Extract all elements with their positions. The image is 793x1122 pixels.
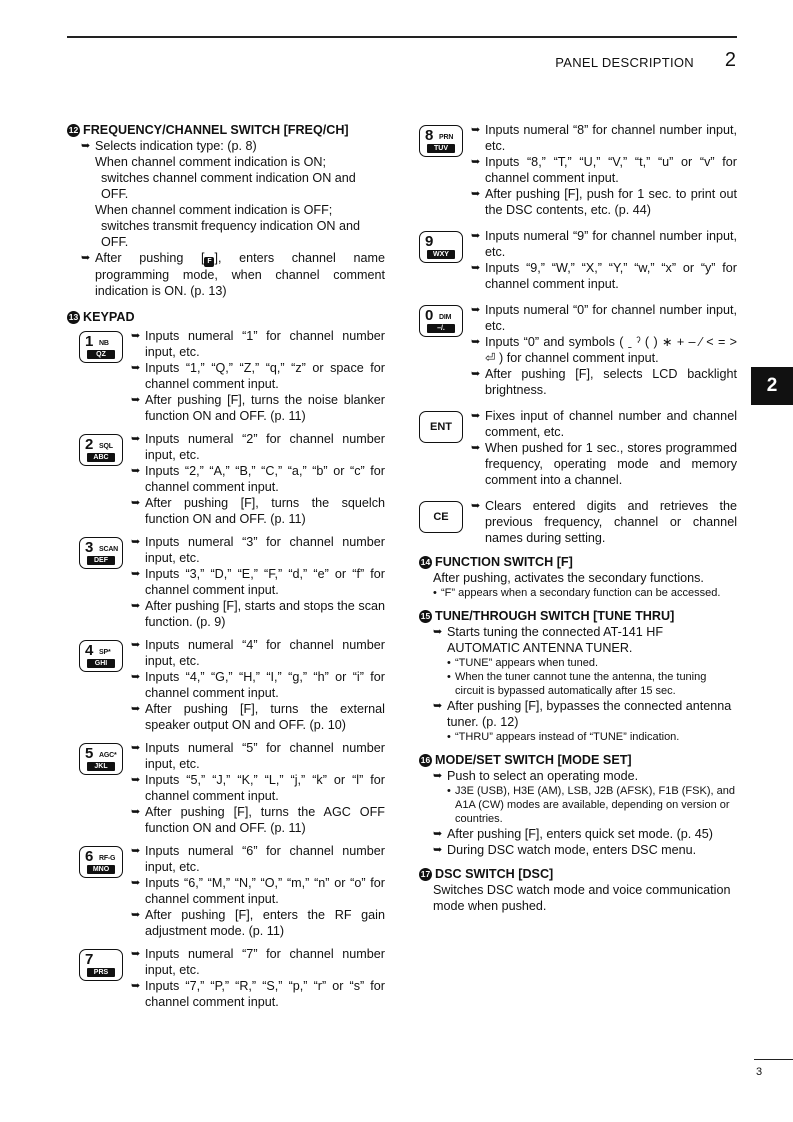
key-letters-label: WXY	[427, 250, 455, 259]
bullet-item: ➥ During DSC watch mode, enters DSC menu.	[433, 842, 737, 858]
section-heading	[419, 554, 737, 570]
section-heading	[419, 752, 737, 768]
bullet-item: ➥ Push to select an operating mode.	[433, 768, 737, 784]
key-description	[131, 843, 385, 939]
sub-text: When channel comment indication is OFF;	[95, 203, 333, 217]
key-description	[131, 740, 385, 836]
bullet-item: ➥ When pushed for 1 sec., stores programmed frequency, operating mode and memory comment into a channel.	[471, 440, 737, 488]
page-number: 3	[756, 1066, 763, 1078]
text-part: ], enters channel name programming mode, when channel comment indication is ON. (p. 13)	[95, 251, 385, 298]
key-ent-icon: ENT	[419, 411, 463, 443]
key-letters-label: JKL	[87, 762, 115, 771]
bullet-item: ➥ Fixes input of channel number and channel comment, etc.	[471, 408, 737, 440]
key-letters-label: MNO	[87, 865, 115, 874]
bullet-item: ➥ After pushing [F], turns the squelch function ON and OFF. (p. 11)	[131, 495, 385, 527]
key-description	[131, 534, 385, 630]
key-letters-label: GHI	[87, 659, 115, 668]
key-3-icon	[79, 537, 123, 569]
left-column	[67, 122, 385, 1010]
key-description	[131, 637, 385, 733]
note-item: • When the tuner cannot tune the antenna, the tuning circuit is bypassed automatically after 15 sec.	[447, 670, 737, 698]
bullet-item: ➥ Inputs “8,” “T,” “U,” “V,” “t,” “u” or “v” for channel comment input.	[471, 154, 737, 186]
key-letters-label: PRS	[87, 968, 115, 977]
key-row	[419, 498, 737, 546]
bullet-item: ➥ Inputs “5,” “J,” “K,” “L,” “j,” “k” or “l” for channel comment input.	[131, 772, 385, 804]
function-switch-section	[419, 554, 737, 600]
section-heading	[67, 309, 385, 325]
sub-text: switches channel comment indication ON and OFF.	[101, 171, 356, 201]
section-title: FUNCTION SWITCH [F]	[435, 555, 573, 569]
key-digit: 1	[85, 333, 94, 350]
section-number-badge: 17	[420, 869, 431, 879]
bullet-item: ➥ Inputs numeral “1” for channel number input, etc.	[131, 328, 385, 360]
key-digit: 3	[85, 539, 94, 556]
bullet-item: ➥ Inputs numeral “5” for channel number input, etc.	[131, 740, 385, 772]
bullet-item: ➥ Inputs numeral “9” for channel number input, etc.	[471, 228, 737, 260]
key-digit: 2	[85, 436, 94, 453]
bullet-item: ➥ After pushing [F], starts and stops the scan function. (p. 9)	[131, 598, 385, 630]
key-secondary-label: AGC*	[99, 752, 117, 759]
key-row	[79, 328, 385, 424]
bullet-item: ➥ Inputs numeral “6” for channel number input, etc.	[131, 843, 385, 875]
bullet-item	[81, 250, 385, 299]
section-title: KEYPAD	[83, 310, 135, 324]
section-title: DSC SWITCH [DSC]	[435, 867, 554, 881]
footer-rule	[754, 1059, 793, 1060]
f-key-icon: F	[204, 257, 214, 267]
key-row	[419, 408, 737, 488]
text-part: After pushing [	[95, 251, 205, 265]
section-title: TUNE/THROUGH SWITCH [TUNE THRU]	[435, 609, 675, 623]
bullet-item: ➥ After pushing [F], push for 1 sec. to print out the DSC contents, etc. (p. 44)	[471, 186, 737, 218]
section-number-badge: 12	[68, 125, 79, 135]
key-description	[131, 431, 385, 527]
key-description	[471, 122, 737, 218]
key-description	[131, 328, 385, 424]
sub-text: switches transmit frequency indication ON and OFF.	[101, 219, 360, 249]
key-letters-label: DEF	[87, 556, 115, 565]
key-7-icon	[79, 949, 123, 981]
key-5-icon	[79, 743, 123, 775]
section-desc: After pushing, activates the secondary functions.	[433, 571, 704, 585]
key-digit: 8	[425, 127, 434, 144]
key-letters-label: TUV	[427, 144, 455, 153]
right-column	[419, 122, 737, 914]
keypad-section	[67, 309, 385, 1010]
key-ce-icon: CE	[419, 501, 463, 533]
section-heading	[67, 122, 385, 138]
key-secondary-label: PRN	[439, 134, 454, 141]
section-heading	[419, 866, 737, 882]
key-secondary-label: SCAN	[99, 546, 119, 553]
bullet-item: ➥ Inputs “7,” “P,” “R,” “S,” “p,” “r” or “s” for channel comment input.	[131, 978, 385, 1010]
header-rule	[67, 36, 737, 38]
key-description	[471, 302, 737, 398]
bullet-item: ➥ Inputs numeral “8” for channel number input, etc.	[471, 122, 737, 154]
bullet-item: ➥ Inputs numeral “4” for channel number input, etc.	[131, 637, 385, 669]
section-number-badge: 15	[420, 611, 431, 621]
bullet-item: ➥ After pushing [F], selects LCD backlight brightness.	[471, 366, 737, 398]
note-item: • “TUNE” appears when tuned.	[447, 656, 737, 670]
chapter-side-tab: 2	[751, 367, 793, 405]
note-item: • J3E (USB), H3E (AM), LSB, J2B (AFSK), F1B (FSK), and A1A (CW) modes are available, depending on version or countries.	[447, 784, 737, 826]
bullet-item: ➥ Inputs “6,” “M,” “N,” “O,” “m,” “n” or “o” for channel comment input.	[131, 875, 385, 907]
bullet-item: ➥ After pushing [F], turns the external speaker output ON and OFF. (p. 10)	[131, 701, 385, 733]
bullet-item: ➥ Inputs numeral “2” for channel number input, etc.	[131, 431, 385, 463]
key-digit: 4	[85, 642, 94, 659]
key-row	[79, 946, 385, 1010]
key-secondary-label: NB	[99, 340, 109, 347]
key-digit: 7	[85, 951, 94, 968]
key-description	[471, 498, 737, 546]
bullet-item: ➥ After pushing [F], enters the RF gain adjustment mode. (p. 11)	[131, 907, 385, 939]
key-description	[131, 946, 385, 1010]
chapter-number: 2	[724, 49, 736, 71]
key-digit: 9	[425, 233, 434, 250]
mode-set-section	[419, 752, 737, 858]
freq-channel-section	[67, 122, 385, 299]
bullet-item: ➥ Inputs “0” and symbols ( ˍ ˀ ( ) ∗ + – ⁄ < = > ⏎ ) for channel comment input.	[471, 334, 737, 366]
key-secondary-label: SP*	[99, 649, 111, 656]
bullet-item: ➥ Inputs “3,” “D,” “E,” “F,” “d,” “e” or “f” for channel comment input.	[131, 566, 385, 598]
key-secondary-label: DIM	[439, 314, 452, 321]
bullet-item: ➥ Inputs “2,” “A,” “B,” “C,” “a,” “b” or “c” for channel comment input.	[131, 463, 385, 495]
key-row	[79, 431, 385, 527]
key-letters-label: –/.	[427, 324, 455, 333]
bullet-item: ➥ Selects indication type: (p. 8)	[81, 138, 385, 154]
bullet-item: ➥ After pushing [F], turns the AGC OFF function ON and OFF. (p. 11)	[131, 804, 385, 836]
key-digit: 6	[85, 848, 94, 865]
keypad-key-list	[67, 328, 385, 1010]
key-secondary-label: SQL	[99, 443, 113, 450]
section-number-badge: 14	[420, 557, 431, 567]
bullet-item: ➥ Inputs “4,” “G,” “H,” “I,” “g,” “h” or “i” for channel comment input.	[131, 669, 385, 701]
bullet-item: ➥ Starts tuning the connected AT-141 HF AUTOMATIC ANTENNA TUNER.	[433, 624, 737, 656]
page-header-title: PANEL DESCRIPTION	[555, 55, 694, 70]
key-digit: 0	[425, 307, 434, 324]
section-desc: Switches DSC watch mode and voice communication mode when pushed.	[433, 883, 731, 913]
bullet-item: ➥ Inputs numeral “3” for channel number input, etc.	[131, 534, 385, 566]
bullet-item: ➥ After pushing [F], enters quick set mode. (p. 45)	[433, 826, 737, 842]
key-letters-label: ABC	[87, 453, 115, 462]
key-secondary-label: RF-G	[99, 855, 116, 862]
key-row	[419, 302, 737, 398]
bullet-item: ➥ Inputs numeral “7” for channel number input, etc.	[131, 946, 385, 978]
bullet-item: ➥ After pushing [F], bypasses the connected antenna tuner. (p. 12)	[433, 698, 737, 730]
key-9-icon	[419, 231, 463, 263]
key-0-icon	[419, 305, 463, 337]
bullet-item: ➥ Inputs numeral “0” for channel number input, etc.	[471, 302, 737, 334]
key-row	[419, 228, 737, 292]
key-8-icon	[419, 125, 463, 157]
keypad-key-list-right	[419, 122, 737, 546]
key-1-icon	[79, 331, 123, 363]
section-title: FREQUENCY/CHANNEL SWITCH [FREQ/CH]	[83, 123, 349, 137]
section-number-badge: 13	[68, 312, 79, 322]
key-row	[79, 740, 385, 836]
bullet-item: ➥ Clears entered digits and retrieves the previous frequency, channel or channel names during setting.	[471, 498, 737, 546]
note-item: • “F” appears when a secondary function can be accessed.	[433, 586, 737, 600]
key-row	[79, 534, 385, 630]
section-number-badge: 16	[420, 755, 431, 765]
key-description	[471, 228, 737, 292]
key-4-icon	[79, 640, 123, 672]
sub-text: When channel comment indication is ON;	[95, 155, 326, 169]
tune-through-section	[419, 608, 737, 744]
key-row	[79, 843, 385, 939]
bullet-item: ➥ Inputs “1,” “Q,” “Z,” “q,” “z” or space for channel comment input.	[131, 360, 385, 392]
key-6-icon	[79, 846, 123, 878]
key-letters-label: QZ	[87, 350, 115, 359]
key-2-icon	[79, 434, 123, 466]
section-title: MODE/SET SWITCH [MODE SET]	[435, 753, 632, 767]
key-description	[471, 408, 737, 488]
key-row	[79, 637, 385, 733]
key-digit: 5	[85, 745, 94, 762]
dsc-section	[419, 866, 737, 914]
section-heading	[419, 608, 737, 624]
bullet-item: ➥ After pushing [F], turns the noise blanker function ON and OFF. (p. 11)	[131, 392, 385, 424]
bullet-item: ➥ Inputs “9,” “W,” “X,” “Y,” “w,” “x” or “y” for channel comment input.	[471, 260, 737, 292]
key-row	[419, 122, 737, 218]
note-item: • “THRU” appears instead of “TUNE” indication.	[447, 730, 737, 744]
